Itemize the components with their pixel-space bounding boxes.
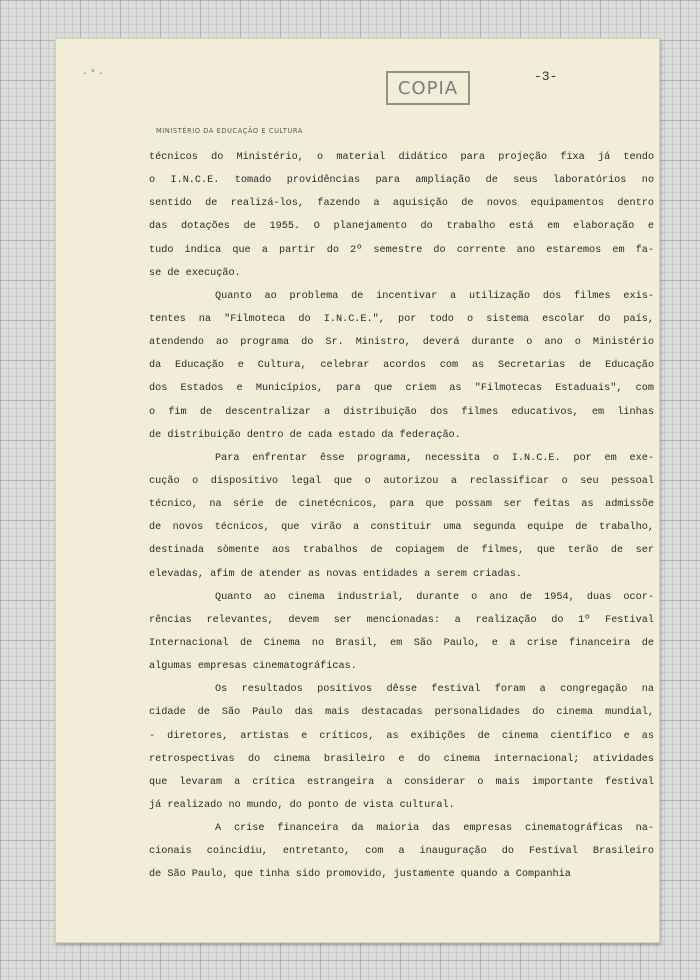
copia-stamp: COPIA xyxy=(386,71,470,105)
ministry-header: MINISTÉRIO DA EDUCAÇÃO E CULTURA xyxy=(156,127,303,135)
text-line: o I.N.C.E. tomado providências para ampliação de seus laboratórios no xyxy=(149,175,654,187)
text-line: das dotações de 1955. O planejamento do trabalho está em elaboração e xyxy=(149,221,654,233)
text-line: cidade de São Paulo das mais destacadas personalidades do cinema mundial, xyxy=(149,707,654,719)
text-line: Para enfrentar êsse programa, necessita o I.N.C.E. por em exe- xyxy=(215,452,654,464)
paragraph xyxy=(149,146,654,285)
text-line: rências relevantes, devem ser mencionadas: a realização do 1º Festival xyxy=(149,614,654,626)
pencil-marks: ·°· xyxy=(82,69,107,80)
text-line: tudo indica que a partir do 2º semestre do corrente ano estaremos em fa- xyxy=(149,244,654,256)
text-line: Quanto ao cinema industrial, durante o ano de 1954, duas ocor- xyxy=(215,591,654,603)
text-line: - diretores, artistas e críticos, as exibições de cinema científico e as xyxy=(149,730,654,742)
text-line: da Educação e Cultura, celebrar acordos com as Secretarias de Educação xyxy=(149,360,654,372)
text-line: se de execução. xyxy=(149,267,241,279)
text-line: sentido de realizá-los, fazendo a aquisição de novos equipamentos dentro xyxy=(149,198,654,210)
text-line: de novos técnicos, que virão a constituir uma segunda equipe de trabalho, xyxy=(149,522,654,534)
page-number: -3- xyxy=(534,69,558,84)
paragraph xyxy=(149,447,654,586)
text-line: tentes na "Filmoteca do I.N.C.E.", por todo o sistema escolar do país, xyxy=(149,313,654,325)
text-line: retrospectivas do cinema brasileiro e do cinema internacional; atividades xyxy=(149,753,654,765)
text-line: técnicos do Ministério, o material didático para projeção fixa já tendo xyxy=(149,152,654,163)
text-line: já realizado no mundo, do ponto de vista cultural. xyxy=(149,799,455,811)
text-line: cionais coincidiu, entretanto, com a inauguração do Festival Brasileiro xyxy=(149,846,654,858)
text-line: o fim de descentralizar a distribuição dos filmes educativos, em linhas xyxy=(149,406,654,418)
text-line: cução o dispositivo legal que o autorizou a reclassificar o seu pessoal xyxy=(149,475,654,487)
text-line: A crise financeira da maioria das empresas cinematográficas na- xyxy=(215,823,654,835)
body-text xyxy=(149,146,654,887)
paragraph xyxy=(149,285,654,447)
text-line: que levaram a crítica estrangeira a considerar o mais importante festival xyxy=(149,776,654,788)
text-line: atendendo ao programa do Sr. Ministro, deverá durante o ano o Ministério xyxy=(149,337,654,349)
text-line: Quanto ao problema de incentivar a utilização dos filmes exis- xyxy=(215,290,654,302)
paragraph xyxy=(149,817,654,886)
text-line: elevadas, afim de atender as novas entidades a serem criadas. xyxy=(149,568,522,580)
paragraph xyxy=(149,678,654,817)
text-line: destinada sòmente aos trabalhos de copiagem de filmes, que terão de ser xyxy=(149,545,654,557)
text-line: técnico, na série de cinetécnicos, para que possam ser feitas as admissõe xyxy=(149,499,654,511)
text-line: Os resultados positivos dêsse festival foram a congregação na xyxy=(215,684,654,696)
document-page xyxy=(55,38,660,943)
paragraph xyxy=(149,586,654,679)
text-line: de distribuição dentro de cada estado da federação. xyxy=(149,429,461,441)
text-line: de São Paulo, que tinha sido promovido, justamente quando a Companhia xyxy=(149,869,571,881)
text-line: dos Estados e Municípios, para que criem as "Filmotecas Estaduais", com xyxy=(149,383,654,395)
text-line: algumas empresas cinematográficas. xyxy=(149,661,357,673)
text-line: Internacional de Cinema no Brasil, em São Paulo, e a crise financeira de xyxy=(149,637,654,649)
